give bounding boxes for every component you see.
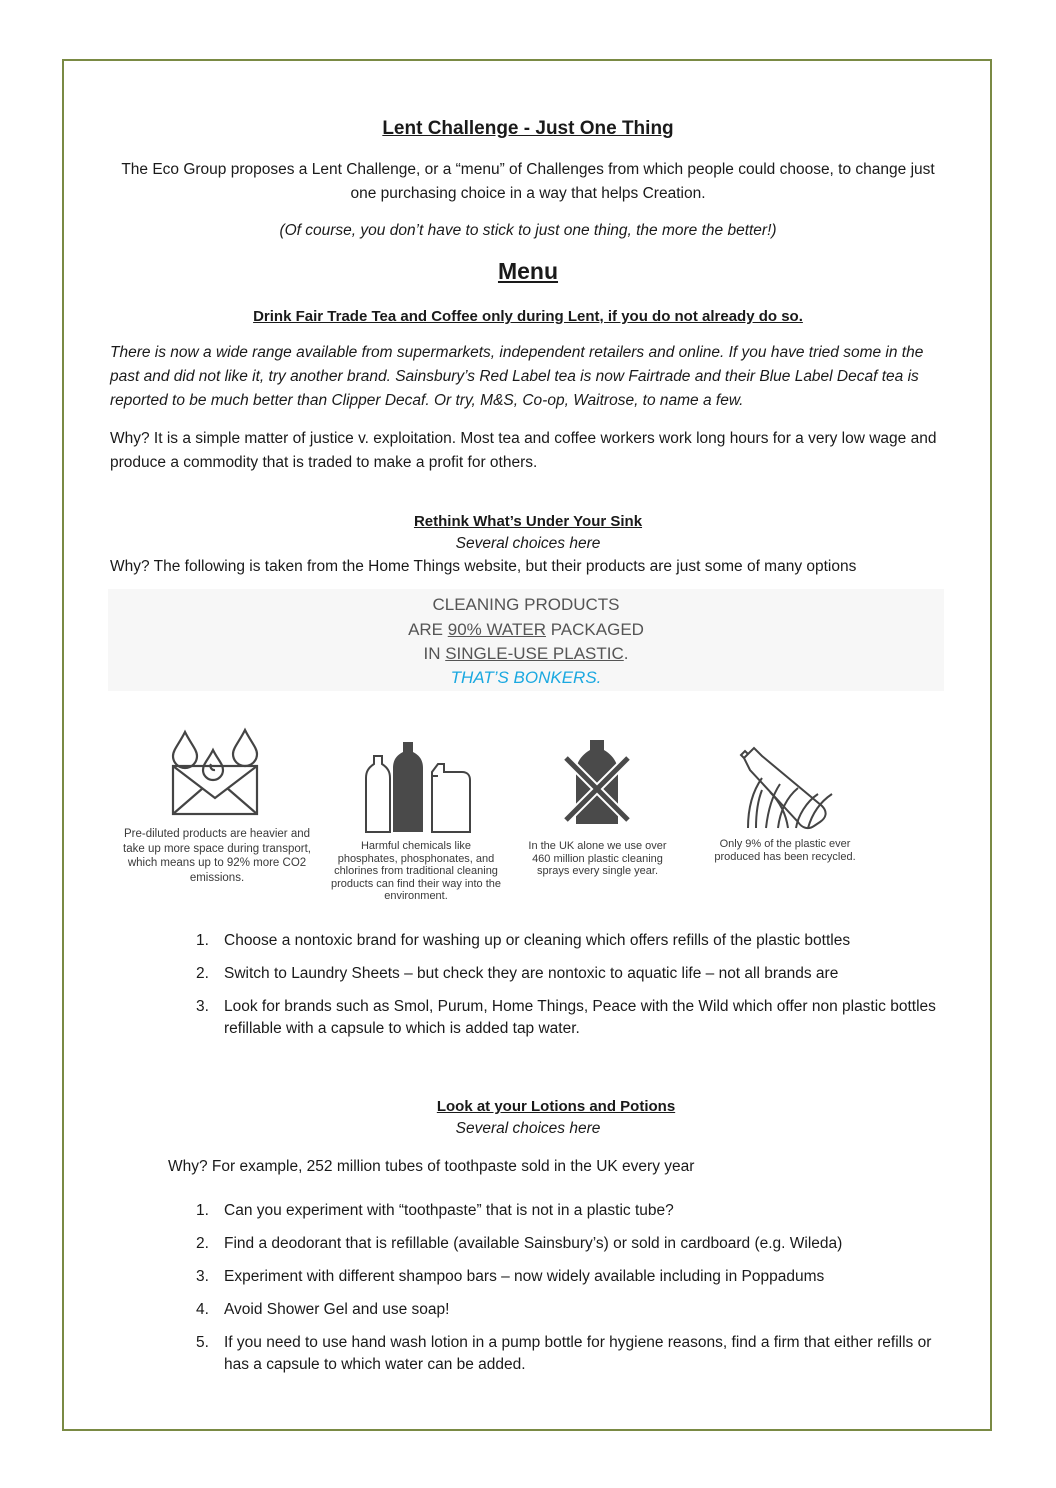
section-sink-why: Why? The following is taken from the Home Things website, but their products are just some of many options (110, 558, 857, 575)
banner-text: . (623, 644, 629, 663)
list-item: 5. If you need to use hand wash lotion in a pump bottle for hygiene reasons, find a firm that either refills or has a capsule to which water can be added. (196, 1334, 932, 1373)
list-item: 1. Choose a nontoxic brand for washing up or cleaning which offers refills of the plastic bottles (196, 932, 851, 949)
banner-line-2 (108, 620, 944, 640)
banner-link-plastic[interactable]: SINGLE-USE PLASTIC (445, 644, 624, 663)
chemical-bottles-icon (358, 740, 474, 836)
list-item: 1. Can you experiment with “toothpaste” that is not in a plastic tube? (196, 1202, 674, 1219)
list-item-text: Switch to Laundry Sheets – but check they are nontoxic to aquatic life – not all brands are (224, 965, 839, 982)
cleaning-banner (108, 589, 944, 691)
section-tea-why: Why? It is a simple matter of justice v. exploitation. Most tea and coffee workers work long hours for a very low wage and produce a commodity that is traded to make a profit for others. (110, 430, 937, 471)
icon-caption-3: In the UK alone we use over 460 million plastic cleaning sprays every single year. (528, 840, 667, 877)
list-item: 2. Find a deodorant that is refillable (available Sainsbury’s) or sold in cardboard (e.g. Wileda) (196, 1235, 843, 1252)
list-item-text: Look for brands such as Smol, Purum, Home Things, Peace with the Wild which offer non plastic bottles refillable with a capsule to which is added tap water. (224, 998, 936, 1037)
section-sink-subheading: Several choices here (455, 535, 601, 552)
list-item-text: Experiment with different shampoo bars – now widely available including in Poppadums (224, 1268, 825, 1285)
list-item-text: If you need to use hand wash lotion in a pump bottle for hygiene reasons, find a firm that either refills or has a capsule to which water can be added. (224, 1334, 932, 1373)
banner-link-water[interactable]: 90% WATER (447, 620, 546, 639)
list-item: 2. Switch to Laundry Sheets – but check they are nontoxic to aquatic life – not all brands are (196, 965, 839, 982)
bottle-in-grass-icon (738, 744, 838, 830)
sink-choices-list (196, 930, 952, 1051)
banner-line-1: CLEANING PRODUCTS (432, 595, 620, 614)
list-item-text: Avoid Shower Gel and use soap! (224, 1301, 450, 1318)
list-item-text: Can you experiment with “toothpaste” that is not in a plastic tube? (224, 1202, 674, 1219)
lotions-choices-list (196, 1200, 952, 1387)
list-item-text: Choose a nontoxic brand for washing up or cleaning which offers refills of the plastic bottles (224, 932, 851, 949)
section-sink-heading: Rethink What’s Under Your Sink (413, 513, 643, 530)
list-item: 3. Look for brands such as Smol, Purum, Home Things, Peace with the Wild which offer non plastic bottles refillable with a capsule to which is added tap water. (196, 998, 936, 1037)
banner-text: IN (423, 644, 446, 663)
banner-line-3 (108, 644, 944, 664)
menu-heading: Menu (497, 258, 559, 284)
banner-text: PACKAGED (546, 620, 644, 639)
section-lotions-why: Why? For example, 252 million tubes of toothpaste sold in the UK every year (168, 1158, 695, 1175)
page-title: Lent Challenge - Just One Thing (382, 118, 674, 139)
envelope-drops-icon (165, 726, 265, 818)
list-item: 4. Avoid Shower Gel and use soap! (196, 1301, 450, 1318)
icon-caption-2: Harmful chemicals like phosphates, phosphonates, and chlorines from traditional cleaning products can find their way into the environment. (331, 840, 501, 902)
section-lotions-subheading: Several choices here (455, 1120, 601, 1137)
section-lotions-heading: Look at your Lotions and Potions (436, 1098, 676, 1115)
list-item-text: Find a deodorant that is refillable (available Sainsbury’s) or sold in cardboard (e.g. Wileda) (224, 1235, 843, 1252)
crossed-spray-bottle-icon (562, 736, 632, 828)
icon-caption-1: Pre-diluted products are heavier and take up more space during transport, which means up to 92% more CO2 emissions. (123, 828, 311, 884)
list-item: 3. Experiment with different shampoo bars – now widely available including in Poppadums (196, 1268, 825, 1285)
intro-paragraph: The Eco Group proposes a Lent Challenge, or a “menu” of Challenges from which people could choose, to change just one purchasing choice in a way that helps Creation. (121, 161, 935, 202)
banner-text: ARE (408, 620, 448, 639)
section-tea-heading: Drink Fair Trade Tea and Coffee only during Lent, if you do not already do so. (253, 308, 803, 325)
section-tea-body: There is now a wide range available from supermarkets, independent retailers and online. If you have tried some in the past and did not like it, try another brand. Sainsbury’s Red Label tea is now Fairtrade and their Blue Label Decaf tea is reported to be much better than Clipper Decaf. Or try, M&S, Co-op, Waitrose, to name a few. (110, 344, 924, 409)
intro-note: (Of course, you don’t have to stick to just one thing, the more the better!) (279, 222, 777, 239)
icon-caption-4: Only 9% of the plastic ever produced has been recycled. (714, 838, 856, 863)
banner-line-4: THAT’S BONKERS. (450, 668, 602, 687)
